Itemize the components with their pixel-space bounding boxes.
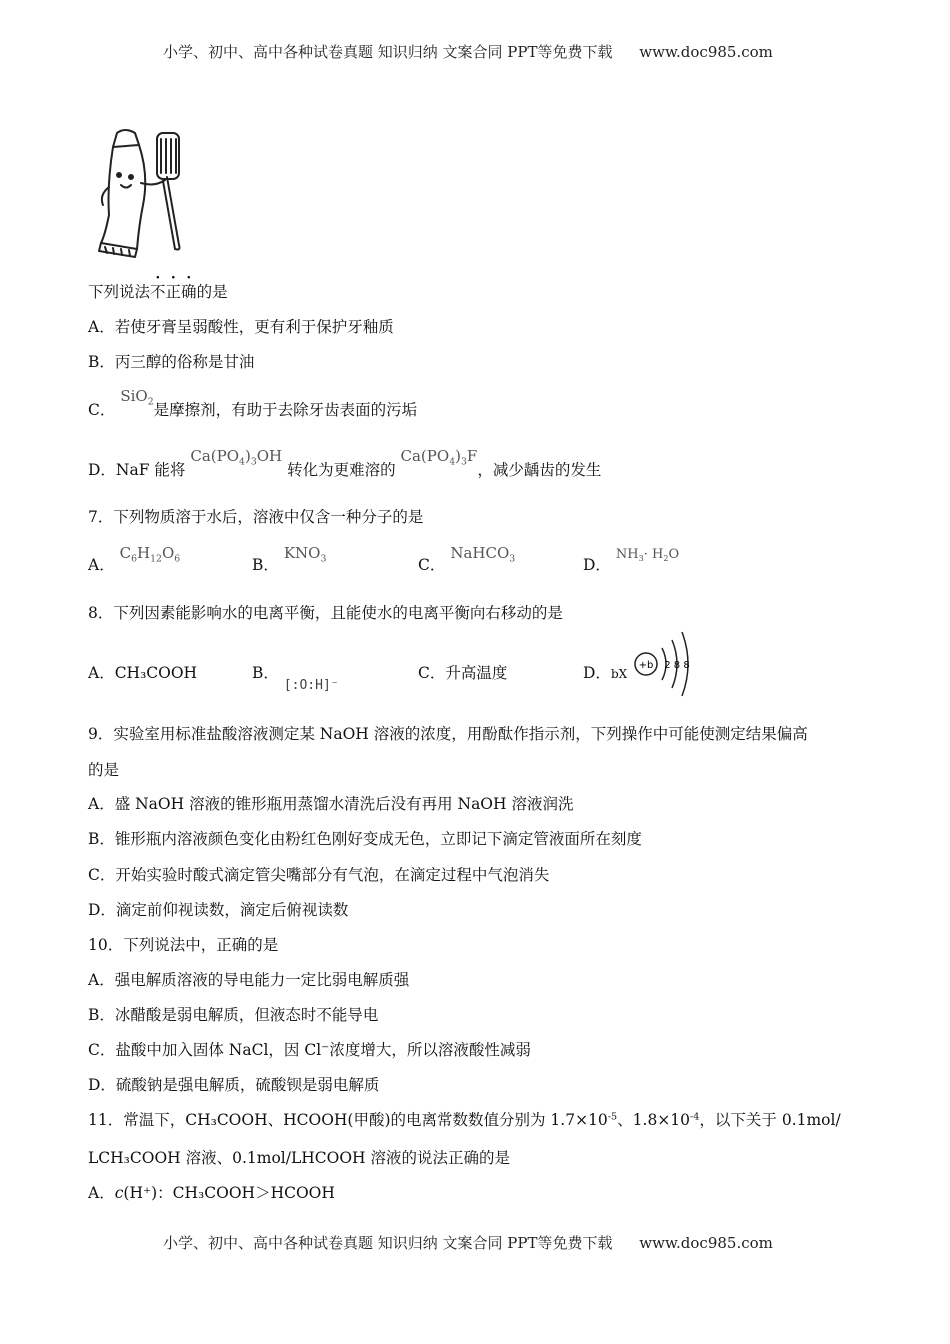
q10-option-c: C．盐酸中加入固体 NaCl，因 Cl⁻浓度增大，所以溶液酸性减弱 — [88, 1041, 531, 1059]
q8-option-b — [252, 661, 339, 693]
q7-b-label: B． — [252, 556, 279, 574]
formula-sub: 3 — [509, 553, 516, 565]
q6-emphasis-2: 正 — [165, 283, 182, 301]
q11-exponent: -5 — [607, 1111, 618, 1123]
q8-option-d — [583, 661, 627, 683]
q7-d-label: D． — [583, 556, 611, 574]
q11-text: ，以下关于 0.1mol/ — [699, 1111, 841, 1129]
formula-text: NH — [615, 547, 639, 562]
formula-text: C — [119, 544, 132, 562]
q7-option-d — [583, 547, 680, 575]
formula-text: ) — [455, 447, 461, 465]
q11-exponent: -4 — [690, 1111, 700, 1123]
q8-b-structure: [:O:H]⁻ — [283, 678, 339, 693]
shell-electrons: 2 8 8 — [664, 660, 690, 671]
q11-stem-line2: LCH₃COOH 溶液、0.1mol/LHCOOH 溶液的说法正确的是 — [88, 1149, 510, 1167]
q6-option-d — [88, 447, 602, 481]
formula-sub: 4 — [239, 456, 245, 468]
q6-d-formula-2 — [400, 447, 478, 468]
q6-option-c — [88, 387, 418, 421]
formula-sub: 6 — [174, 553, 181, 565]
q7-c-label: C． — [418, 556, 446, 574]
q6-emphasis-3: 确 — [181, 283, 197, 301]
q8-d-label: D． — [583, 664, 611, 682]
formula-text: ) — [244, 447, 251, 465]
q6-d-end: ，减少龋齿的发生 — [477, 461, 602, 479]
formula-sub: 12 — [150, 553, 162, 565]
formula-text: F — [466, 447, 478, 465]
header-text: 小学、初中、高中各种试卷真题 知识归纳 文案合同 PPT等免费下载 — [163, 43, 613, 61]
q9-stem-line1: 9．实验室用标准盐酸溶液测定某 NaOH 溶液的浓度，用酚酞作指示剂，下列操作中可能使测定结果偏高 — [88, 725, 808, 743]
q6-c-text: 是摩擦剂，有助于去除牙齿表面的污垢 — [153, 401, 418, 419]
q7-a-label: A． — [88, 556, 115, 574]
q7-option-b — [252, 544, 327, 576]
formula-text: H — [137, 544, 151, 562]
formula-text: OH — [256, 447, 283, 465]
footer-text: 小学、初中、高中各种试卷真题 知识归纳 文案合同 PPT等免费下载 — [163, 1234, 613, 1252]
q9-option-b: B．锥形瓶内溶液颜色变化由粉红色刚好变成无色，立即记下滴定管液面所在刻度 — [88, 830, 642, 848]
q6-c-label: C． — [88, 401, 116, 419]
formula-sub: 2 — [147, 396, 154, 408]
header-url: www.doc985.com — [639, 43, 773, 61]
q10-stem: 10．下列说法中，正确的是 — [88, 936, 279, 954]
toothpaste-cartoon-image — [95, 125, 200, 260]
q6-d-formula-1 — [190, 447, 283, 468]
formula-text: KNO — [283, 544, 321, 562]
formula-text: Ca(PO — [190, 447, 240, 465]
formula-text: O — [161, 544, 175, 562]
q8-option-c: C．升高温度 — [418, 664, 508, 682]
q7-stem: 7．下列物质溶于水后，溶液中仅含一种分子的是 — [88, 508, 424, 526]
q6-stem — [88, 280, 228, 302]
q11-a-text: (H⁺)：CH₃COOH＞HCOOH — [123, 1184, 335, 1202]
q7-c-formula — [450, 544, 516, 565]
page-footer — [163, 1232, 773, 1253]
q9-option-a: A．盛 NaOH 溶液的锥形瓶用蒸馏水清洗后没有再用 NaOH 溶液润洗 — [88, 795, 574, 813]
q7-a-formula — [119, 544, 181, 565]
q9-stem-line2: 的是 — [88, 761, 120, 779]
q11-a-italic-c: c — [114, 1184, 124, 1202]
formula-text: SiO — [120, 387, 148, 405]
atom-structure-diagram — [628, 628, 694, 700]
q10-option-b: B．冰醋酸是弱电解质，但液态时不能导电 — [88, 1006, 379, 1024]
page-header — [163, 41, 773, 62]
formula-sub: 6 — [131, 553, 138, 565]
formula-sub: 3 — [638, 553, 644, 563]
formula-sub: 4 — [449, 456, 456, 468]
q7-b-formula — [283, 544, 327, 565]
q6-c-formula — [120, 387, 154, 408]
q11-stem-line1 — [88, 1108, 841, 1130]
q6-option-a: A．若使牙膏呈弱酸性，更有利于保护牙釉质 — [88, 318, 394, 336]
formula-text: O — [668, 547, 680, 562]
q10-option-a: A．强电解质溶液的导电能力一定比弱电解质强 — [88, 971, 410, 989]
q9-option-c: C．开始实验时酸式滴定管尖嘴部分有气泡，在滴定过程中气泡消失 — [88, 866, 550, 884]
q7-d-formula — [616, 547, 679, 562]
q10-option-d: D．硫酸钠是强电解质，硫酸钡是弱电解质 — [88, 1076, 380, 1094]
formula-sub: 3 — [320, 553, 327, 565]
formula-sub: 3 — [250, 456, 257, 468]
q11-text: 11．常温下，CH₃COOH、HCOOH(甲酸)的电离常数数值分别为 1.7×10 — [88, 1111, 608, 1129]
q8-stem: 8．下列因素能影响水的电离平衡，且能使水的电离平衡向右移动的是 — [88, 604, 563, 622]
formula-sub: 2 — [663, 553, 669, 563]
q11-option-a — [88, 1181, 335, 1203]
q8-b-label: B． — [252, 664, 279, 682]
q8-d-ion: bX — [610, 667, 628, 681]
q11-text: 、1.8×10 — [617, 1111, 691, 1129]
footer-url: www.doc985.com — [639, 1234, 773, 1252]
q7-option-a — [88, 544, 181, 576]
q7-option-c — [418, 544, 516, 576]
q8-option-a: A．CH₃COOH — [88, 664, 198, 682]
q9-option-d: D．滴定前仰视读数，滴定后俯视读数 — [88, 901, 349, 919]
formula-text: Ca(PO — [400, 447, 450, 465]
q6-emphasis-1: 不 — [150, 283, 166, 301]
formula-text: NaHCO — [450, 544, 510, 562]
q11-a-label: A． — [88, 1184, 115, 1202]
formula-sub: 3 — [460, 456, 467, 468]
formula-text: · H — [643, 547, 664, 562]
q6-d-mid: 转化为更难溶的 — [287, 461, 396, 479]
q6-stem-prefix: 下列说法 — [88, 283, 151, 301]
nucleus-label: +b — [638, 660, 654, 671]
q6-stem-suffix: 的是 — [196, 283, 228, 301]
q6-d-label: D．NaF 能将 — [88, 461, 186, 479]
q6-option-b: B．丙三醇的俗称是甘油 — [88, 353, 255, 371]
